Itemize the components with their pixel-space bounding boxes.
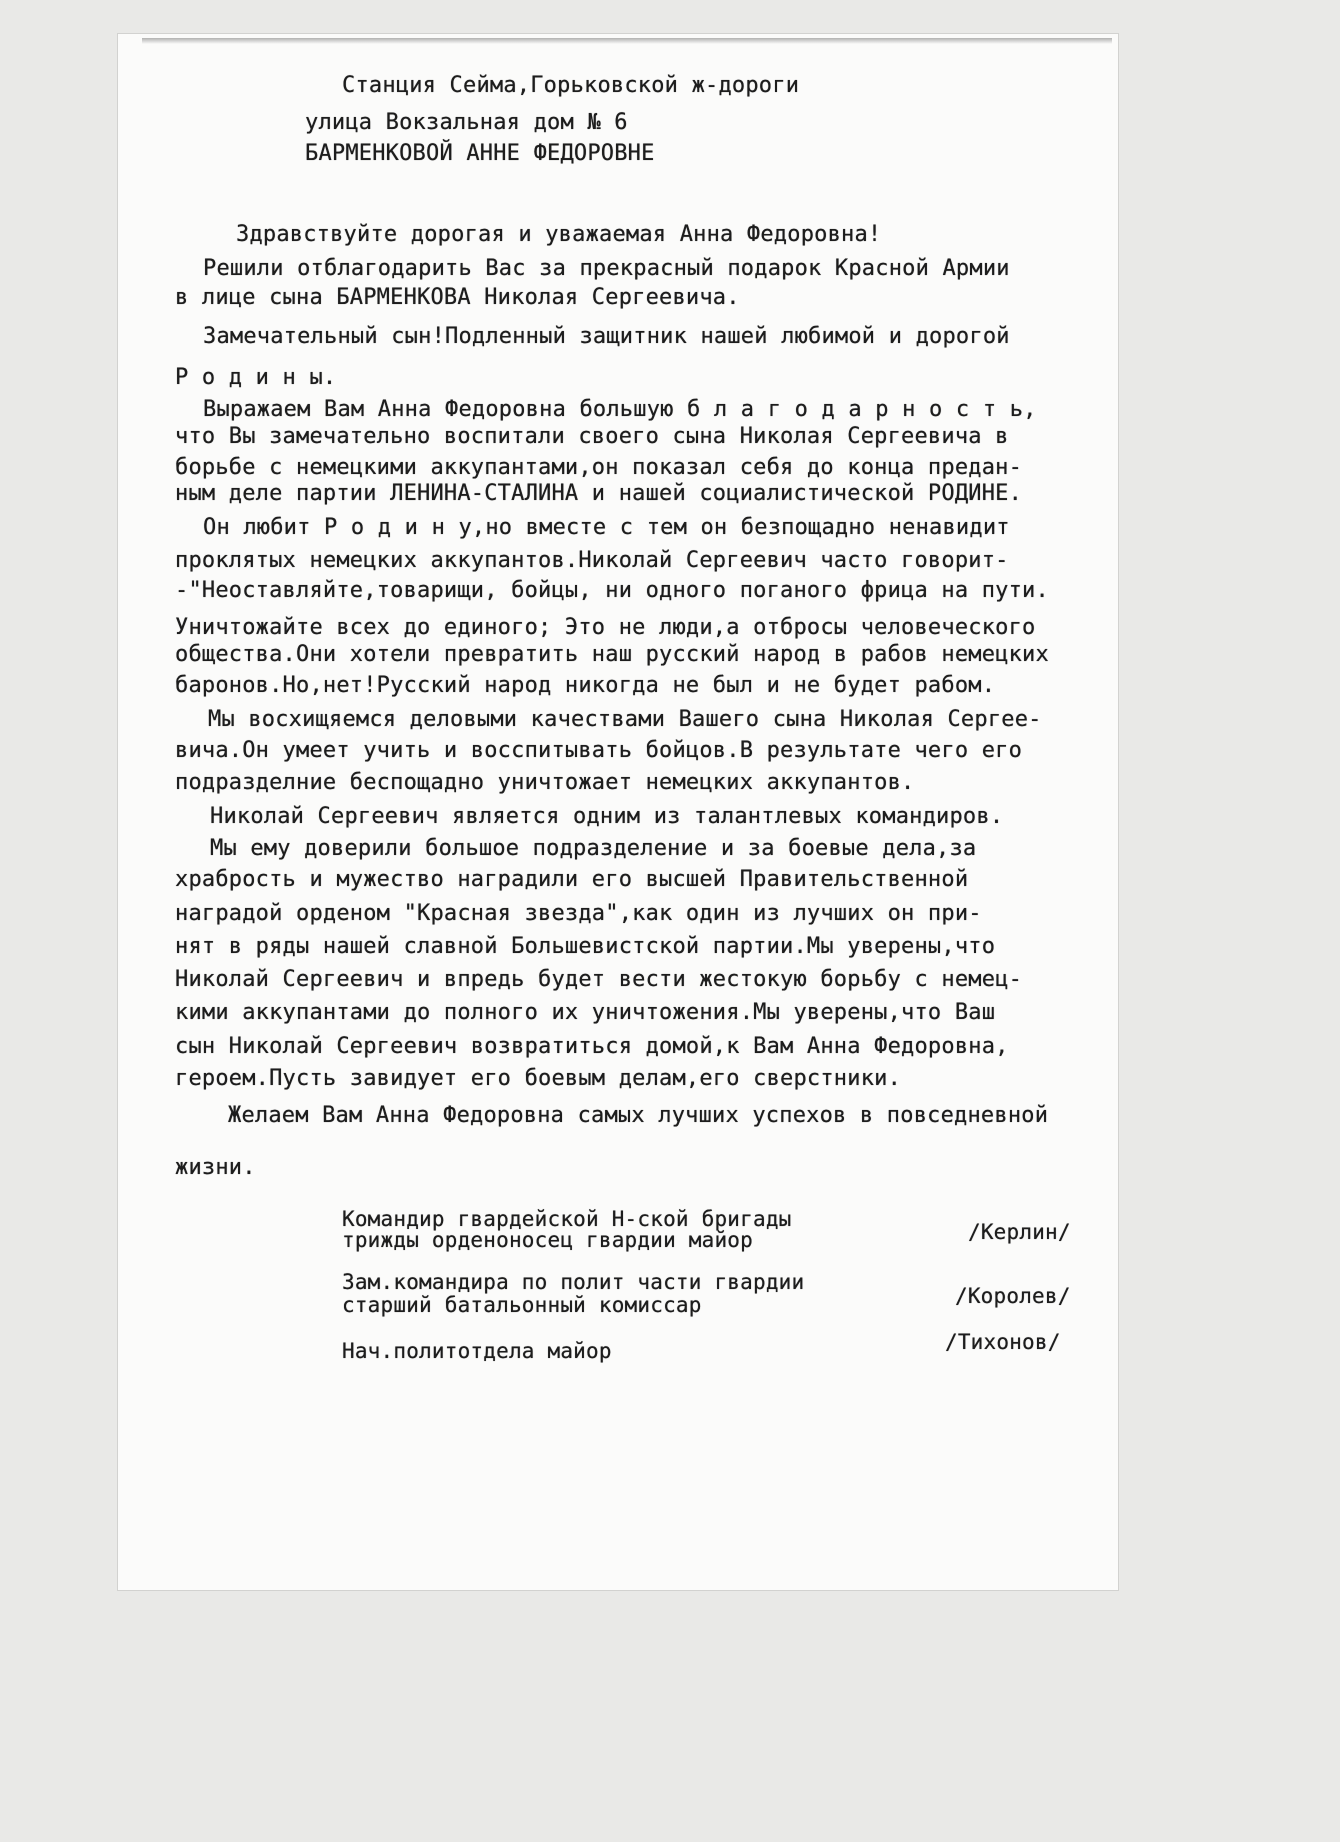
body-line: Выражаем Вам Анна Федоровна большую б л а г о д а р н о с т ь, (203, 397, 1037, 422)
body-line: сын Николай Сергеевич возвратиться домой,к Вам Анна Федоровна, (175, 1034, 1009, 1059)
body-line: Мы восхищяемся деловыми качествами Вашего сына Николая Сергее- (208, 707, 1042, 732)
address-street: улица Вокзальная дом № 6 (305, 110, 628, 135)
signature-title-line: трижды орденоносец гвардии майор (342, 1228, 753, 1252)
body-line: героем.Пусть завидует его боевым делам,его сверстники. (175, 1066, 902, 1091)
body-line: общества.Они хотели превратить наш русский народ в рабов немецких (175, 642, 1049, 667)
body-line: Он любит Р о д и н у,но вместе с тем он безпощадно ненавидит (203, 515, 1010, 540)
signature-name: /Тихонов/ (945, 1330, 1061, 1354)
body-line: храбрость и мужество наградили его высшей Правительственной (175, 867, 969, 892)
body-line: нят в ряды нашей славной Большевистской партии.Мы уверены,что (175, 934, 996, 959)
signature-title-line: старший батальонный комиссар (342, 1293, 702, 1317)
body-line: проклятых немецких аккупантов.Николай Сергеевич часто говорит- (175, 548, 1009, 573)
greeting: Здравствуйте дорогая и уважаемая Анна Федоровна! (236, 222, 882, 247)
body-line: Уничтожайте всех до единого; Это не люди,а отбросы человеческого (175, 615, 1036, 640)
body-line: Р о д и н ы. (175, 365, 337, 390)
body-line: Мы ему доверили большое подразделение и за боевые дела,за (210, 836, 977, 861)
body-line: Желаем Вам Анна Федоровна самых лучших успехов в повседневной (228, 1103, 1049, 1128)
body-line: подразделние беспощадно уничтожает немецких аккупантов. (175, 770, 915, 795)
body-line: Николай Сергеевич и впредь будет вести жестокую борьбу с немец- (175, 967, 1023, 992)
signature-name: /Королев/ (955, 1284, 1071, 1308)
body-line: что Вы замечательно воспитали своего сына Николая Сергеевича в (175, 424, 1009, 449)
body-line: Замечательный сын!Подленный защитник нашей любимой и дорогой (203, 324, 1010, 349)
signature-title-line: Командир гвардейской Н-ской бригады (342, 1207, 792, 1231)
signature-title-line: Нач.политотдела майор (342, 1339, 612, 1363)
body-line: наградой орденом "Красная звезда",как один из лучших он при- (175, 901, 982, 926)
body-line: Решили отблагодарить Вас за прекрасный подарок Красной Армии (203, 256, 1010, 281)
body-line: ным деле партии ЛЕНИНА-СТАЛИНА и нашей социалистической РОДИНЕ. (175, 481, 1023, 506)
body-line: -"Неоставляйте,товарищи, бойцы, ни одного поганого фрица на пути. (175, 578, 1049, 603)
signature-name: /Керлин/ (968, 1220, 1071, 1244)
address-station: Станция Сейма,Горьковской ж-дороги (342, 73, 800, 98)
body-line: кими аккупантами до полного их уничтожения.Мы уверены,что Ваш (175, 1000, 996, 1025)
body-line: борьбе с немецкими аккупантами,он показал себя до конца предан- (175, 455, 1023, 480)
body-line: баронов.Но,нет!Русский народ никогда не был и не будет рабом. (175, 673, 996, 698)
body-line: вича.Он умеет учить и восспитывать бойцов.В результате чего его (175, 738, 1023, 763)
signature-title-line: Зам.командира по полит части гвардии (342, 1270, 805, 1294)
body-line: в лице сына БАРМЕНКОВА Николая Сергеевича. (175, 285, 740, 310)
body-line: Николай Сергеевич является одним из талантлевых командиров. (210, 804, 1004, 829)
body-line: жизни. (175, 1155, 256, 1180)
addressee-name: БАРМЕНКОВОЙ АННЕ ФЕДОРОВНЕ (305, 141, 655, 166)
